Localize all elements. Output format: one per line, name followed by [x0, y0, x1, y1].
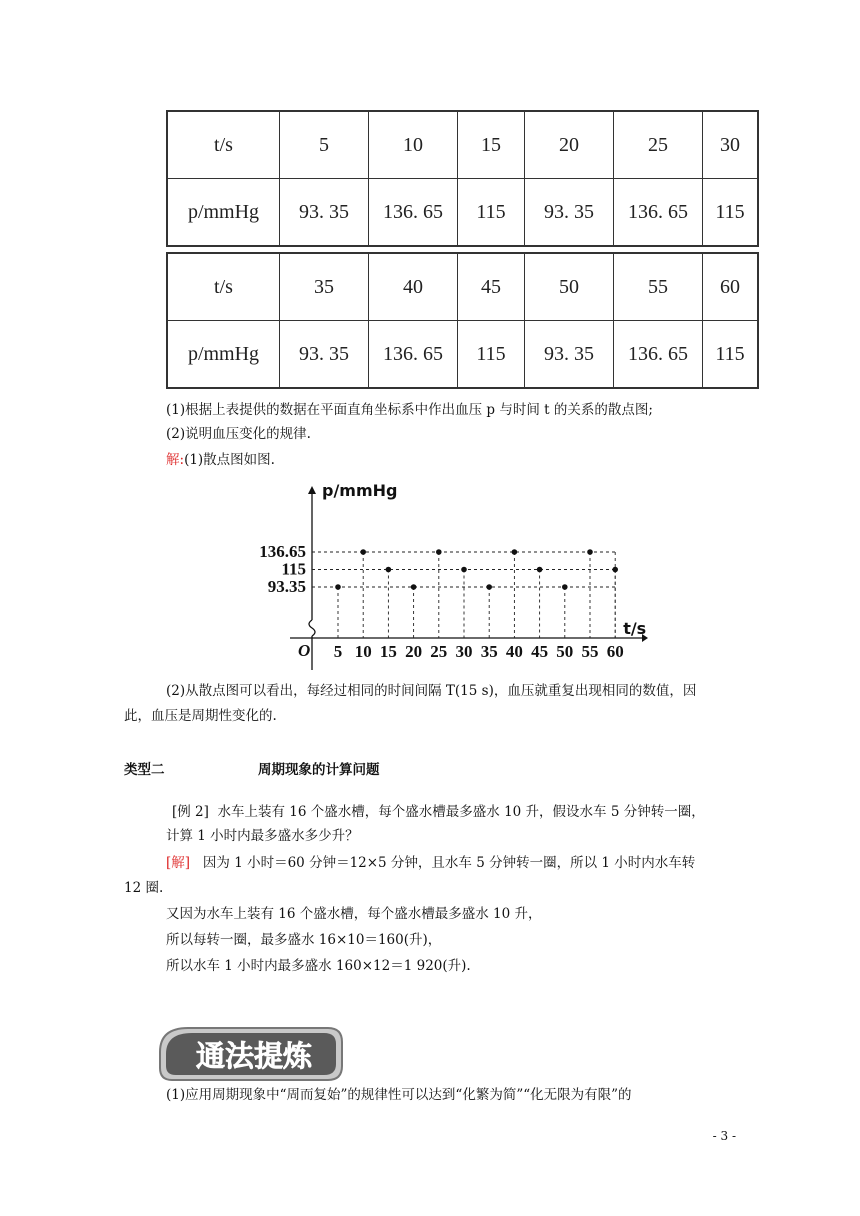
table-cell: 20: [525, 111, 614, 179]
table-cell: 5: [280, 111, 369, 179]
data-point: [512, 549, 518, 555]
solution-text: (1)散点图如图.: [184, 452, 275, 468]
table-cell: 93. 35: [525, 179, 614, 247]
x-tick-label: 55: [581, 642, 599, 661]
table-cell: 136. 65: [369, 179, 458, 247]
data-point: [386, 567, 392, 573]
x-tick-label: 35: [480, 642, 498, 661]
data-table-1: [166, 110, 759, 247]
table-cell: 55: [614, 253, 703, 321]
y-axis-arrow: [308, 486, 316, 494]
data-table-2: [166, 252, 759, 389]
x-tick-label: 45: [531, 642, 549, 661]
scatter-chart: [259, 480, 650, 675]
table-cell: 115: [458, 179, 525, 247]
table-row: [167, 321, 758, 389]
answer-line-4: 所以每转一圈，最多盛水 16×10＝160(升)，: [166, 932, 442, 948]
table-cell: 50: [525, 253, 614, 321]
x-tick-label: 10: [354, 642, 372, 661]
section-type-label: 类型二: [124, 762, 165, 778]
data-point: [486, 584, 492, 590]
section-title: 周期现象的计算问题: [258, 762, 380, 778]
table-cell: 30: [703, 111, 759, 179]
table-row: [167, 111, 758, 179]
x-tick-label: 50: [556, 642, 574, 661]
question-2: (2)说明血压变化的规律.: [166, 426, 311, 442]
chart-guides: [312, 552, 615, 638]
example-label: [例 2]: [172, 804, 209, 820]
solution-line: [166, 450, 275, 470]
table-cell: 25: [614, 111, 703, 179]
chart-labels: [259, 481, 646, 661]
data-point: [436, 549, 442, 555]
table-cell: 45: [458, 253, 525, 321]
table-cell: 115: [458, 321, 525, 389]
table-cell: 136. 65: [614, 179, 703, 247]
table-row: [167, 179, 758, 247]
method-text: (1)应用周期现象中“周而复始”的规律性可以达到“化繁为简”“化无限为有限”的: [166, 1087, 632, 1103]
page-number: - 3 -: [712, 1129, 736, 1143]
axis-break: [309, 620, 315, 636]
x-tick-label: 5: [333, 642, 343, 661]
table-cell: p/mmHg: [167, 321, 280, 389]
x-tick-label: 60: [606, 642, 624, 661]
example-text-1: 水车上装有 16 个盛水槽，每个盛水槽最多盛水 10 升，假设水车 5 分钟转一圈，: [217, 804, 705, 820]
x-tick-label: 30: [455, 642, 473, 661]
answer-line-5: 所以水车 1 小时内最多盛水 160×12＝1 920(升).: [166, 958, 471, 974]
x-tick-label: 15: [379, 642, 397, 661]
question-1: (1)根据上表提供的数据在平面直角坐标系中作出血压 p 与时间 t 的关系的散点图;: [166, 402, 653, 418]
table-cell: 93. 35: [280, 321, 369, 389]
y-tick-label: 136.65: [259, 542, 306, 561]
table-cell: 40: [369, 253, 458, 321]
conclusion-line-2: 此，血压是周期性变化的.: [124, 708, 277, 724]
table-cell: t/s: [167, 111, 280, 179]
table-cell: 115: [703, 321, 759, 389]
table-cell: 35: [280, 253, 369, 321]
x-tick-label: 25: [430, 642, 448, 661]
conclusion-line-1: (2)从散点图可以看出，每经过相同的时间间隔 T(15 s)，血压就重复出现相同的数值，因: [166, 683, 697, 699]
table-cell: 15: [458, 111, 525, 179]
y-tick-label: 93.35: [267, 577, 306, 596]
data-point: [335, 584, 341, 590]
table-cell: 136. 65: [614, 321, 703, 389]
data-point: [411, 584, 417, 590]
data-point: [461, 567, 467, 573]
table-cell: 136. 65: [369, 321, 458, 389]
table-cell: 10: [369, 111, 458, 179]
y-axis-label: p/mmHg: [322, 481, 398, 500]
table-cell: p/mmHg: [167, 179, 280, 247]
origin-label: O: [298, 641, 311, 660]
method-badge: [158, 1026, 344, 1082]
table-cell: t/s: [167, 253, 280, 321]
data-point: [587, 549, 593, 555]
method-badge-text: 通法提炼: [195, 1039, 313, 1073]
example-line-1: [172, 802, 705, 822]
solution-label: 解:: [166, 452, 185, 468]
answer-line-2: 12 圈.: [124, 880, 164, 896]
example-line-2: 计算 1 小时内最多盛水多少升？: [166, 828, 359, 844]
data-point: [360, 549, 366, 555]
table-cell: 93. 35: [280, 179, 369, 247]
x-tick-label: 40: [505, 642, 523, 661]
table-cell: 60: [703, 253, 759, 321]
table-cell: 93. 35: [525, 321, 614, 389]
x-tick-label: 20: [405, 642, 423, 661]
data-point: [612, 567, 618, 573]
answer-line-1: [166, 853, 695, 873]
table-cell: 115: [703, 179, 759, 247]
answer-text-1: 因为 1 小时＝60 分钟＝12×5 分钟，且水车 5 分钟转一圈，所以 1 小时内水车转: [202, 855, 696, 871]
x-axis-label: t/s: [623, 619, 647, 638]
data-point: [562, 584, 568, 590]
y-tick-label: 115: [281, 559, 306, 579]
answer-label: [解]: [166, 855, 191, 871]
data-point: [537, 567, 543, 573]
table-row: [167, 253, 758, 321]
answer-line-3: 又因为水车上装有 16 个盛水槽，每个盛水槽最多盛水 10 升，: [166, 906, 542, 922]
